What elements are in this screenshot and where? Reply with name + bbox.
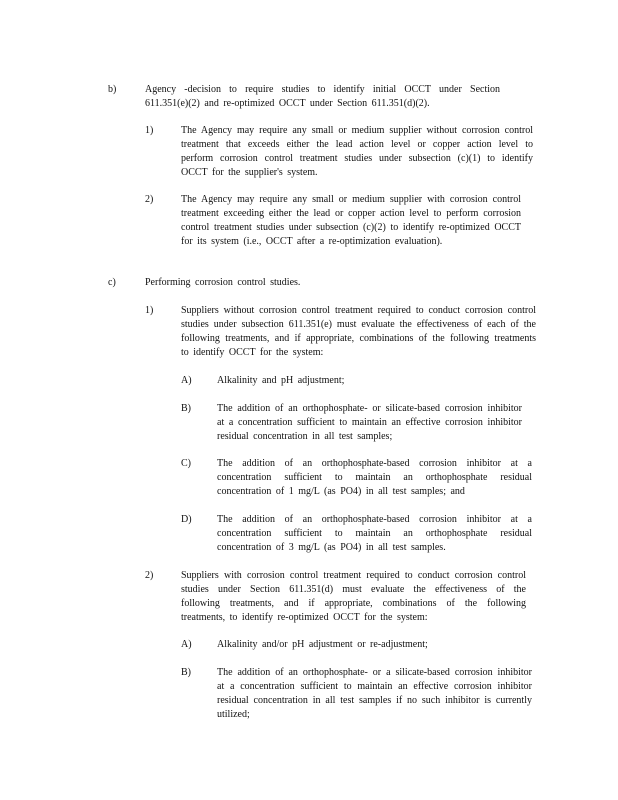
section-b-item-1-text: The Agency may require any small or medium supplier without corrosion control treatment that exceeds either the lead action level or copper action level to perform corrosion control treatment studies under subsection (c)(1) to identify OCCT for the supplier's system. [181,125,533,178]
section-c-1-sub-d-label: D) [181,514,192,525]
section-c-heading: Performing corrosion control studies. [145,277,301,288]
section-c-1-sub-c-text: The addition of an orthophosphate-based corrosion inhibitor at a concentration sufficient to maintain an orthophosphate residual concentration of 1 mg/L (as PO4) in all test samples; and [217,458,532,497]
section-c-1-sub-d-text: The addition of an orthophosphate-based corrosion inhibitor at a concentration sufficient to maintain an orthophosphate residual concentration of 3 mg/L (as PO4) in all test samples. [217,514,532,553]
section-c-2-sub-a-text: Alkalinity and/or pH adjustment or re-adjustment; [217,639,428,650]
section-c-label: c) [108,277,116,288]
section-b-item-2-label: 2) [145,194,154,205]
section-c-1-sub-a-label: A) [181,375,192,386]
section-c-2-sub-b-label: B) [181,667,191,678]
section-c-1-sub-b-label: B) [181,403,191,414]
section-c-1-sub-c-label: C) [181,458,191,469]
section-c-1-sub-a-text: Alkalinity and pH adjustment; [217,375,345,386]
section-b-item-2-text: The Agency may require any small or medium supplier with corrosion control treatment exceeding either the lead or copper action level to perform corrosion control treatment studies under subsection (c)(2) to identify re-optimized OCCT for its system (i.e., OCCT after a re-optimization evaluation). [181,194,521,247]
section-c-item-2-text: Suppliers with corrosion control treatment required to conduct corrosion control studies under Section 611.351(d) must evaluate the effectiveness of the following treatments, and if appropriate, combinations of the following treatments, to identify re-optimized OCCT for the system: [181,570,526,623]
section-c-item-1-text: Suppliers without corrosion control treatment required to conduct corrosion control studies under subsection 611.351(e) must evaluate the effectiveness of each of the following treatments, and if appropriate, combinations of the following treatments to identify OCCT for the system: [181,305,536,358]
section-c-2-sub-b-text: The addition of an orthophosphate- or a silicate-based corrosion inhibitor at a concentration sufficient to maintain an effective corrosion inhibitor residual concentration in all test samples if no such inhibitor is currently utilized; [217,667,532,720]
section-b-label: b) [108,84,117,95]
section-c-1-sub-b-text: The addition of an orthophosphate- or silicate-based corrosion inhibitor at a concentration sufficient to maintain an effective corrosion inhibitor residual concentration in all test samples; [217,403,522,442]
section-c-2-sub-a-label: A) [181,639,192,650]
section-b-text: Agency -decision to require studies to identify initial OCCT under Section 611.351(e)(2) and re-optimized OCCT under Section 611.351(d)(2). [145,84,500,109]
section-b-item-1-label: 1) [145,125,154,136]
section-c-item-1-label: 1) [145,305,154,316]
section-c-item-2-label: 2) [145,570,154,581]
